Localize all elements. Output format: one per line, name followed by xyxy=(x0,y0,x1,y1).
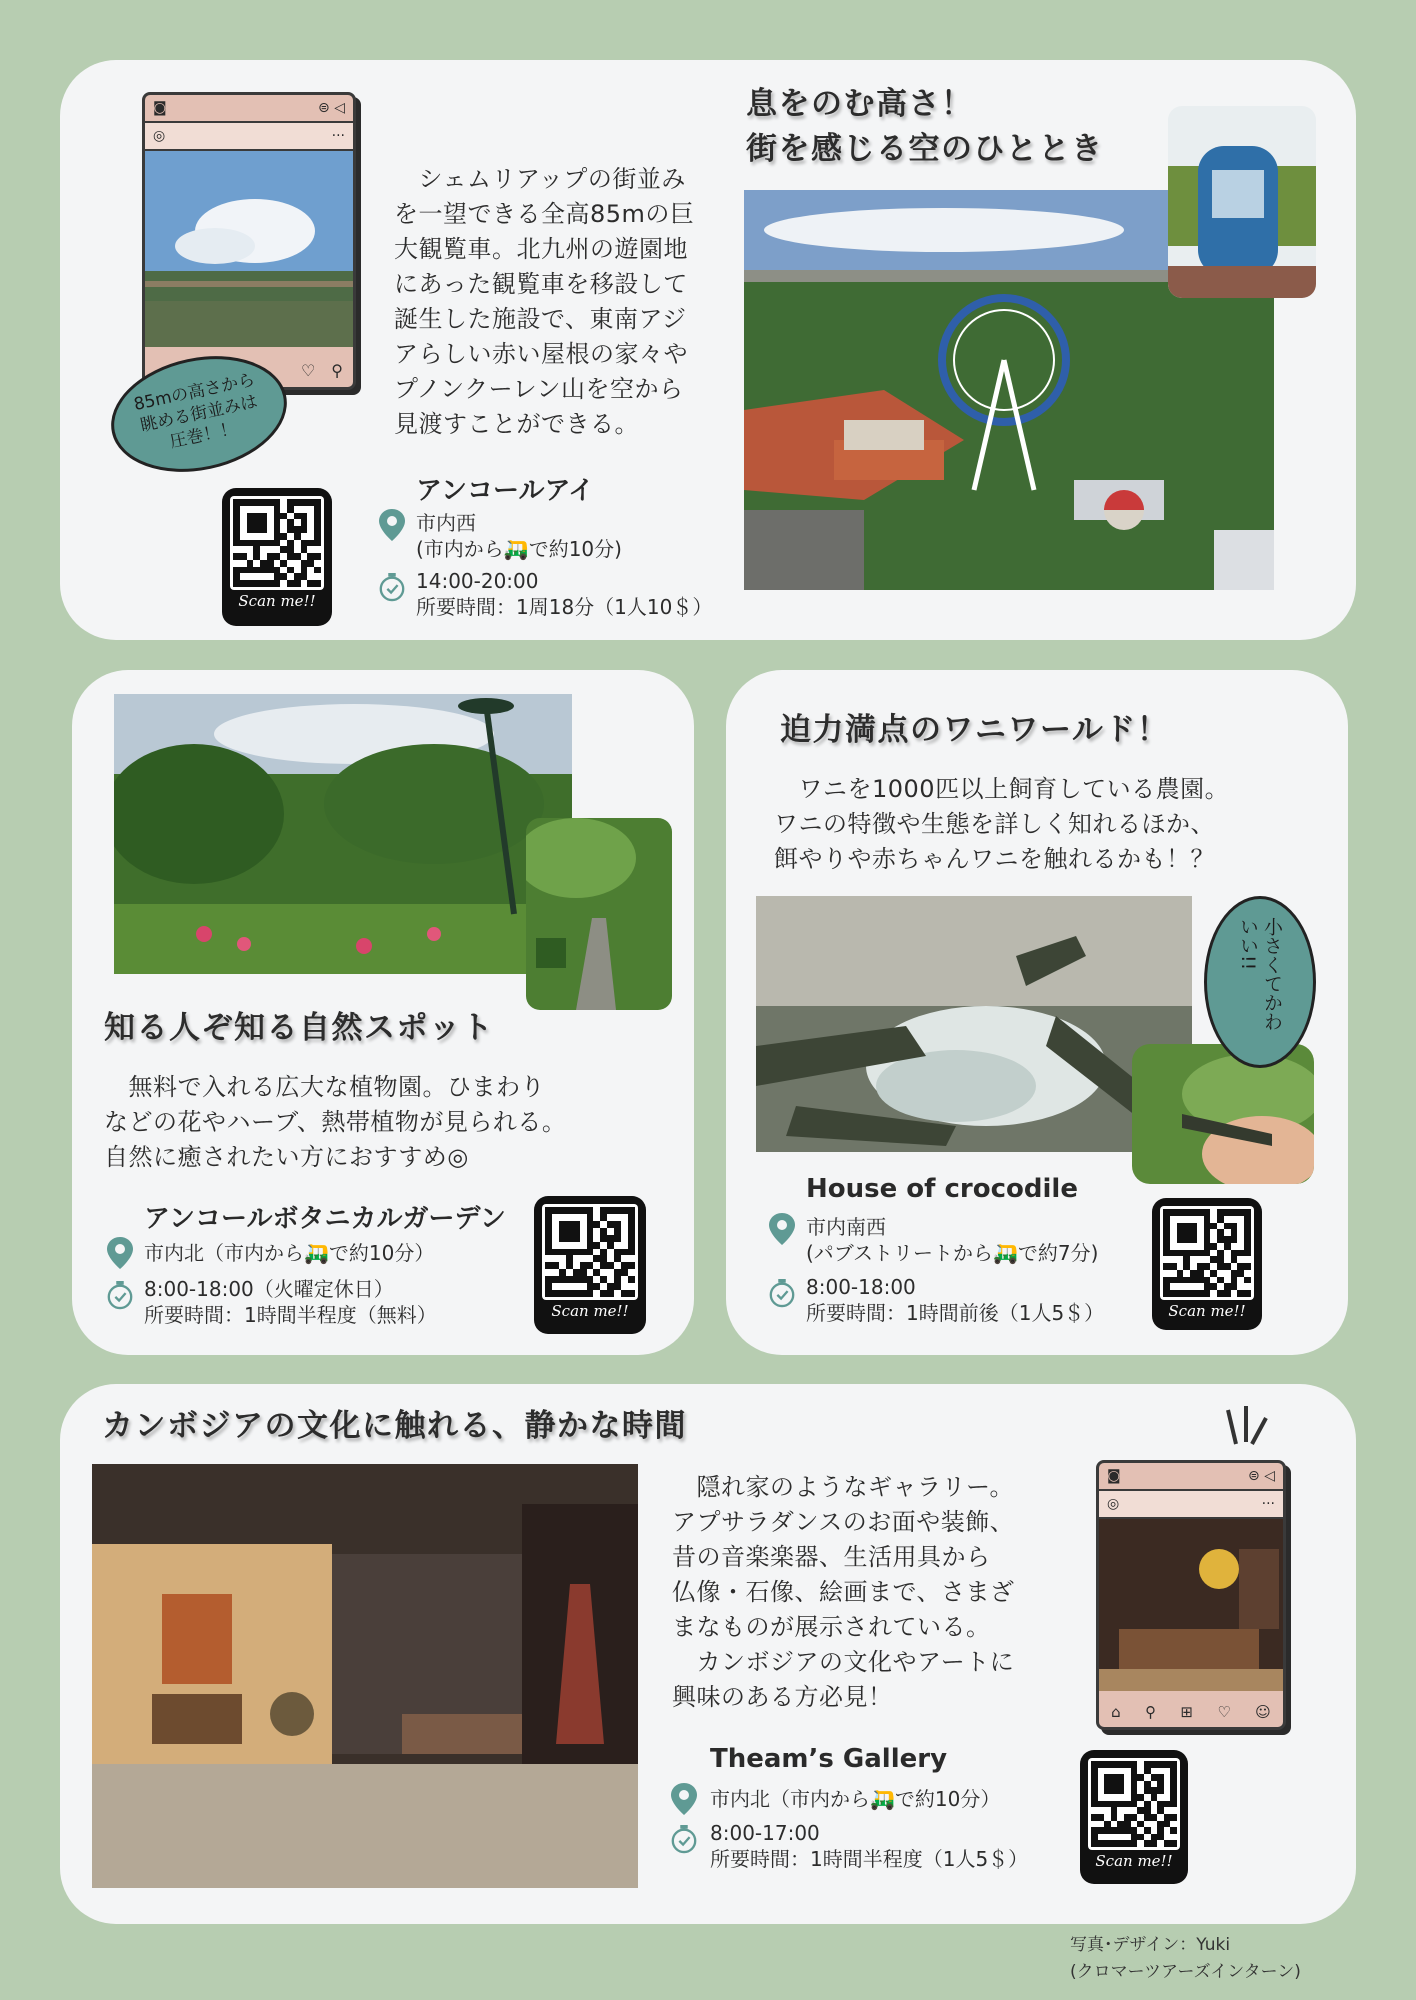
send-icon: ⊜ ◁ xyxy=(1248,1468,1275,1484)
gallery-description: 隠れ家のようなギャラリー。 アプサラダンスのお面や装飾、 昔の音楽楽器、生活用具から 仏像・石像、絵画まで、さまざ まなものが展示されている。 カンボジアの文化やアートに 興味のある方必見！ xyxy=(672,1473,1015,1711)
photo-baby-crocodile-inset xyxy=(1132,1044,1314,1184)
photo-gallery-interior xyxy=(92,1464,638,1888)
speech-bubble-cute-text: 小さくてかわいい!! xyxy=(1237,917,1283,1031)
place-name-house-of-crocodile: House of crocodile xyxy=(806,1174,1078,1204)
qr-pattern xyxy=(1160,1206,1254,1300)
photo-botanical-garden xyxy=(114,694,572,974)
speech-bubble-85m: 85mの高さから 眺める街並みは 圧巻！！ xyxy=(100,341,297,488)
more-icon: ··· xyxy=(1261,1496,1275,1512)
botanical-garden-description: 無料で入れる広大な植物園。ひまわり などの花やハーブ、熱帯植物が見られる。 自然に癒されたい方におすすめ◎ xyxy=(104,1073,567,1171)
user-icon: ⚲ xyxy=(331,360,343,380)
photo-design-credit: 写真･デザイン：Yuki (クロマーツアーズインターン) xyxy=(1070,1935,1301,1982)
search-icon: ⚲ xyxy=(1145,1703,1157,1721)
photo-crocodiles xyxy=(756,896,1192,1152)
user-icon: ◎ xyxy=(1107,1496,1120,1512)
qr-pattern xyxy=(542,1204,638,1300)
user-icon: ☺ xyxy=(1255,1703,1271,1721)
stopwatch-icon xyxy=(670,1822,698,1856)
plus-icon: ⊞ xyxy=(1180,1703,1193,1721)
speech-bubble-cute xyxy=(1204,896,1316,1068)
photo-city-sky xyxy=(145,151,353,347)
scan-me-label: Scan me!! xyxy=(238,592,316,610)
qr-code-botanical-garden[interactable] xyxy=(534,1196,646,1334)
crocodile-description: ワニを1000匹以上飼育している農園。 ワニの特徴や生態を詳しく知れるほか、 餌やりや赤ちゃんワニを触れるかも！？ xyxy=(774,775,1230,873)
angkor-eye-description: シェムリアップの街並み を一望できる全高85mの巨 大観覧車。北九州の遊園地 にあった観覧車を移設して 誕生した施設で、東南アジ アらしい赤い屋根の家々や プノンクーレン山を空から 見渡すことができる。 xyxy=(394,165,695,438)
qr-code-angkor-eye[interactable] xyxy=(222,488,332,626)
phone-top-bar xyxy=(1099,1463,1283,1491)
angkor-eye-location: 市内西 (市内から🛺で約10分) xyxy=(416,511,622,561)
crocodile-location: 市内南西 (パブストリートから🛺で約7分) xyxy=(806,1215,1099,1265)
phone-bottom-bar xyxy=(1099,1697,1283,1727)
photo-gondola-inset xyxy=(1168,106,1316,298)
stopwatch-icon xyxy=(106,1278,134,1312)
qr-code-house-of-crocodile[interactable] xyxy=(1152,1198,1262,1330)
botanical-garden-location: 市内北（市内から🛺で約10分） xyxy=(144,1241,435,1265)
scan-me-label: Scan me!! xyxy=(1095,1852,1173,1870)
scan-me-label: Scan me!! xyxy=(1168,1302,1246,1320)
botanical-garden-heading: 知る人ぞ知る自然スポット xyxy=(104,1010,494,1046)
angkor-eye-heading-line1: 息をのむ高さ！ xyxy=(746,86,974,122)
camera-icon: ◙ xyxy=(153,100,167,116)
heart-icon: ♡ xyxy=(1217,1703,1231,1721)
place-name-botanical-garden: アンコールボタニカルガーデン xyxy=(144,1204,506,1234)
map-pin-icon xyxy=(106,1236,134,1270)
phone-frame-gallery xyxy=(1096,1460,1286,1730)
stopwatch-icon xyxy=(378,570,406,604)
angkor-eye-hours: 14:00-20:00 所要時間：1周18分（1人10＄） xyxy=(416,569,713,619)
heart-icon: ♡ xyxy=(300,360,316,380)
angkor-eye-heading-line2: 街を感じる空のひととき xyxy=(746,131,1104,167)
photo-garden-path-inset xyxy=(526,818,672,1010)
home-icon: ⌂ xyxy=(1111,1703,1121,1721)
gallery-heading: カンボジアの文化に触れる、静かな時間 xyxy=(102,1408,687,1444)
more-icon: ··· xyxy=(331,128,345,144)
map-pin-icon xyxy=(768,1212,796,1246)
botanical-garden-hours: 8:00-18:00（火曜定休日） 所要時間：1時間半程度（無料） xyxy=(144,1277,437,1327)
qr-pattern xyxy=(230,496,324,590)
phone-top-bar xyxy=(145,95,353,123)
scan-me-label: Scan me!! xyxy=(551,1302,629,1320)
map-pin-icon xyxy=(378,508,406,542)
qr-code-theams-gallery[interactable] xyxy=(1080,1750,1188,1884)
qr-pattern xyxy=(1088,1758,1180,1850)
phone-frame-angkor-eye xyxy=(142,92,356,390)
phone-profile-bar xyxy=(1099,1491,1283,1519)
gallery-location: 市内北（市内から🛺で約10分） xyxy=(710,1787,1001,1811)
place-name-angkor-eye: アンコールアイ xyxy=(416,476,595,506)
user-icon: ◎ xyxy=(153,128,166,144)
gallery-hours: 8:00-17:00 所要時間：1時間半程度（1人5＄） xyxy=(710,1821,1029,1871)
crocodile-hours: 8:00-18:00 所要時間：1時間前後（1人5＄） xyxy=(806,1275,1105,1325)
crocodile-heading: 迫力満点のワニワールド！ xyxy=(780,712,1170,748)
map-pin-icon xyxy=(670,1782,698,1816)
send-icon: ⊜ ◁ xyxy=(318,100,345,116)
stopwatch-icon xyxy=(768,1276,796,1310)
camera-icon: ◙ xyxy=(1107,1468,1121,1484)
phone-profile-bar xyxy=(145,123,353,151)
photo-gallery-room xyxy=(1099,1519,1283,1691)
place-name-theams-gallery: Theam’s Gallery xyxy=(710,1744,948,1774)
sparkle-icon xyxy=(1218,1404,1274,1448)
